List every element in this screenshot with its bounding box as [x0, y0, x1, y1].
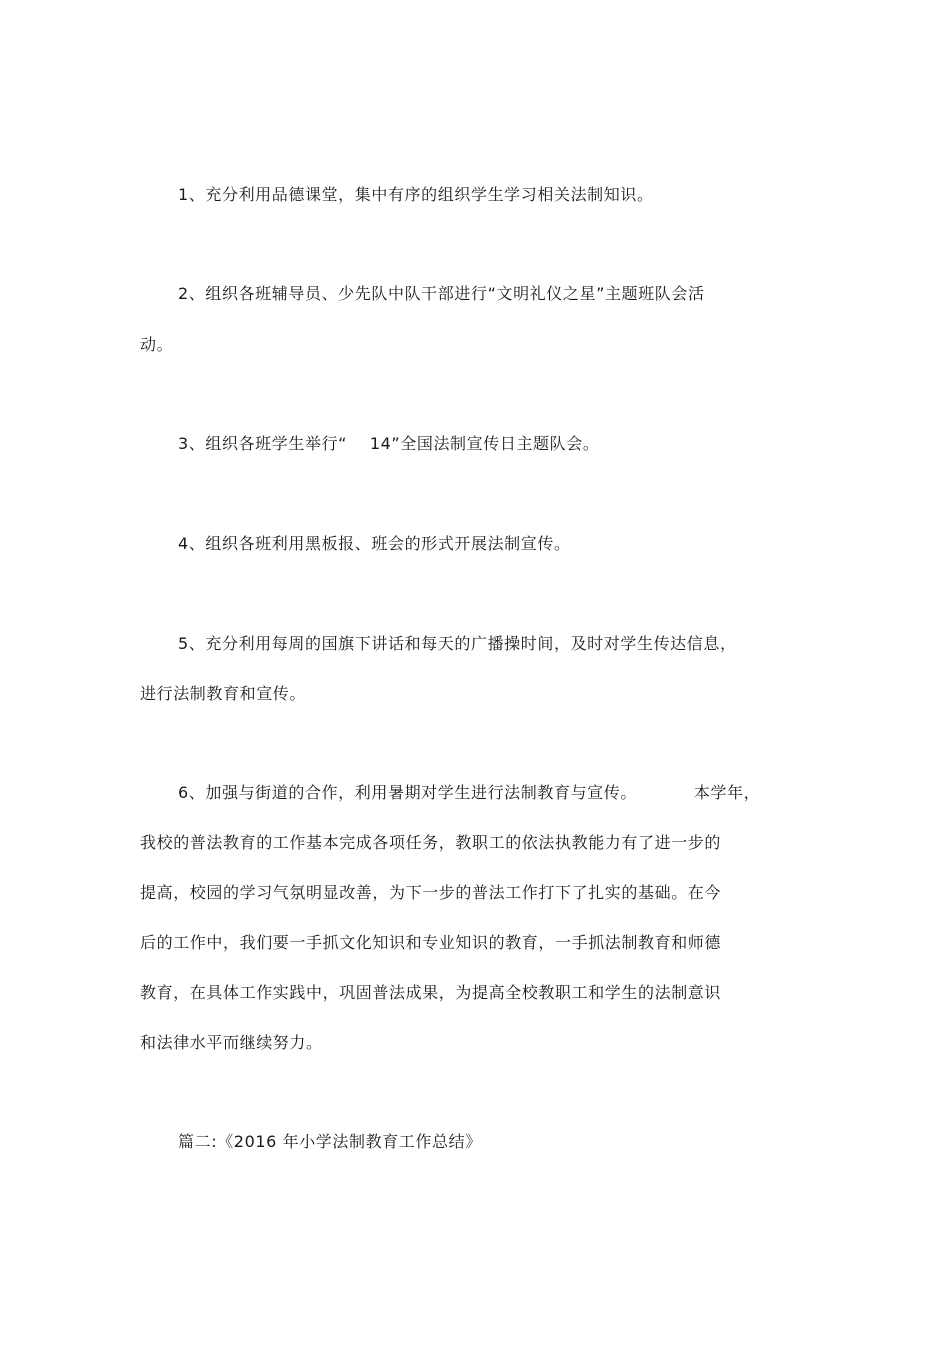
list-item-1: 1、充分利用品德课堂，集中有序的组织学生学习相关法制知识。 — [178, 185, 654, 204]
paragraph-line: 和法律水平而继续努力。 — [140, 1033, 323, 1052]
paragraph-line: 后的工作中，我们要一手抓文化知识和专业知识的教育，一手抓法制教育和师德 — [140, 933, 722, 952]
list-item-5: 5、充分利用每周的国旗下讲话和每天的广播操时间，及时对学生传达信息， — [178, 634, 737, 653]
list-item-6: 6、加强与街道的合作，利用暑期对学生进行法制教育与宣传。 本学年， — [178, 783, 761, 802]
paragraph-line: 提高，校园的学习气氛明显改善，为下一步的普法工作打下了扎实的基础。在今 — [140, 883, 722, 902]
list-item-3: 3、组织各班学生举行“ 14”全国法制宣传日主题队会。 — [178, 434, 600, 453]
section-heading: 篇二:《2016 年小学法制教育工作总结》 — [178, 1132, 482, 1151]
list-item-5-continuation: 进行法制教育和宣传。 — [140, 684, 307, 703]
list-item-2-continuation: 动。 — [140, 335, 174, 354]
list-item-2: 2、组织各班辅导员、少先队中队干部进行“文明礼仪之星”主题班队会活 — [178, 284, 705, 303]
paragraph-line: 教育，在具体工作实践中，巩固普法成果，为提高全校教职工和学生的法制意识 — [140, 983, 722, 1002]
paragraph-line: 我校的普法教育的工作基本完成各项任务，教职工的依法执教能力有了进一步的 — [140, 833, 722, 852]
list-item-4: 4、组织各班利用黑板报、班会的形式开展法制宣传。 — [178, 534, 571, 553]
